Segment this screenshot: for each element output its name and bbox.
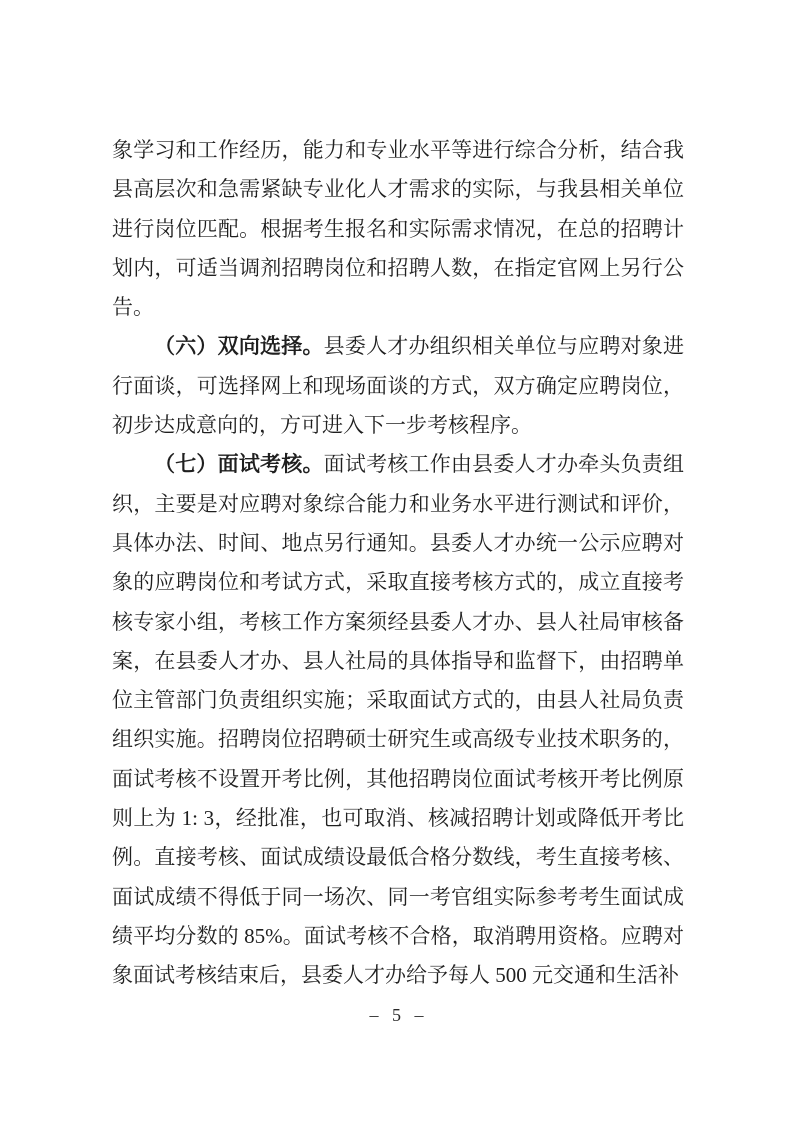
document-body bbox=[112, 131, 684, 996]
text-run: 面试考核工作由县委人才办牵头负责组织，主要是对应聘对象综合能力和业务水平进行测试和评价，具体办法、时间、地点另行通知。县委人才办统一公示应聘对象的应聘岗位和考试方式，采取直接考核方式的，成立直接考核专家小组，考核工作方案须经县委人才办、县人社局审核备案，在县委人才办、县人社局的具体指导和监督下，由招聘单位主管部门负责组织实施；采取面试方式的，由县人社局负责组织实施。招聘岗位招聘硕士研究生或高级专业技术职务的，面试考核不设置开考比例，其他招聘岗位面试考核开考比例原则上为 1: 3，经批准，也可取消、核减招聘计划或降低开考比例。直接考核、面试成绩设最低合格分数线，考生直接考核、面试成绩不得低于同一场次、同一考官组实际参考考生面试成绩平均分数的 85%。面试考核不合格，取消聘用资格。应聘对象面试考核结束后，县委人才办给予每人 500 元交通和生活补 bbox=[112, 452, 685, 988]
section-heading-run: （六）双向选择。 bbox=[154, 334, 324, 359]
paragraph-section-6 bbox=[112, 327, 684, 445]
section-heading-run: （七）面试考核。 bbox=[154, 452, 324, 477]
paragraph-continuation bbox=[112, 131, 684, 327]
paragraph-section-7 bbox=[112, 445, 684, 995]
text-run: 象学习和工作经历，能力和专业水平等进行综合分析，结合我县高层次和急需紧缺专业化人才需求的实际，与我县相关单位进行岗位匹配。根据考生报名和实际需求情况，在总的招聘计划内，可适当调剂招聘岗位和招聘人数，在指定官网上另行公告。 bbox=[112, 138, 684, 320]
page-number: – 5 – bbox=[369, 1005, 424, 1025]
text-run: 县委人才办组织相关单位与应聘对象进行面谈，可选择网上和现场面谈的方式，双方确定应聘岗位，初步达成意向的，方可进入下一步考核程序。 bbox=[112, 334, 685, 438]
